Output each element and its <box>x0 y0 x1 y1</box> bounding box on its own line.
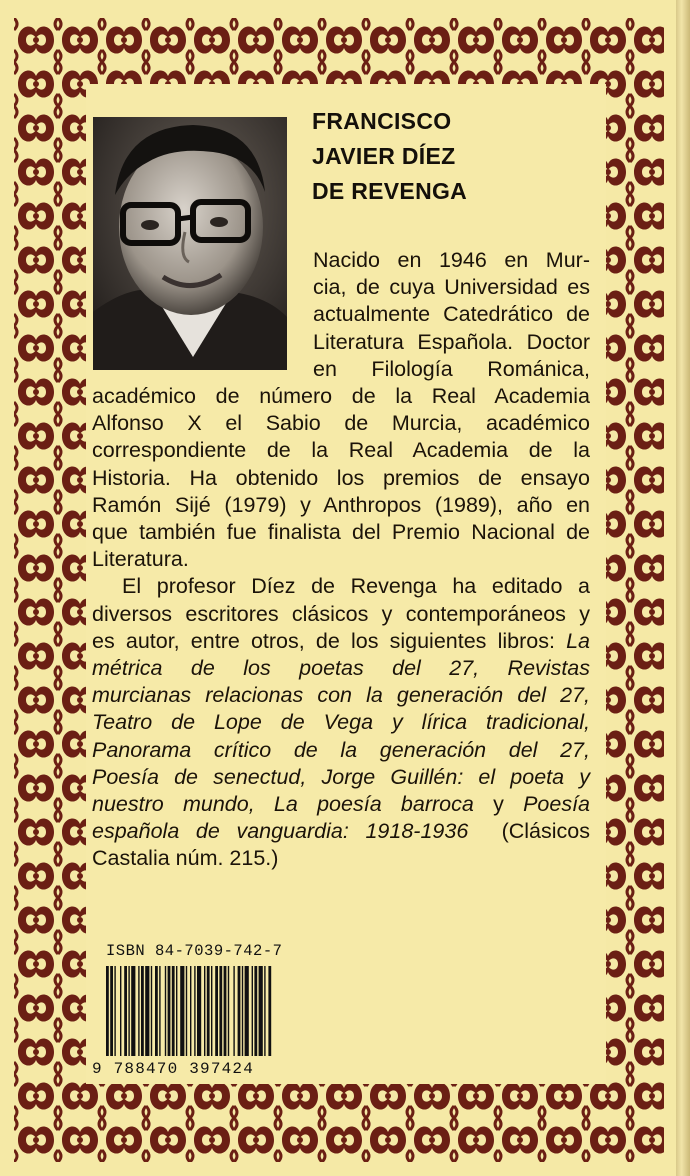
barcode-bar <box>168 966 171 1056</box>
barcode-bar <box>176 966 177 1056</box>
barcode-bar <box>224 966 227 1056</box>
works-line: murcianas relacionas con la generación del 27, <box>92 683 590 708</box>
barcode-bar <box>110 966 113 1056</box>
bio-line: Ramón Sijé (1979) y Anthropos (1989), año en <box>92 492 590 517</box>
barcode-bar <box>252 966 253 1056</box>
barcode-bar <box>172 966 175 1056</box>
author-name-line: DE REVENGA <box>312 178 468 204</box>
bio-line: que también fue finalista del Premio Nacional de <box>92 520 590 545</box>
bio-line: Nacido en 1946 en Mur- <box>313 248 590 272</box>
barcode-bar <box>204 966 205 1056</box>
book-title: española de vanguardia: 1918-1936 <box>92 819 469 844</box>
works-text: (Clásicos <box>468 819 590 844</box>
book-title: nuestro mundo, La poesía barroca <box>92 792 474 817</box>
isbn-label: ISBN 84-7039-742-7 <box>106 942 283 960</box>
works-line: diversos escritores clásicos y contemporáneos y <box>92 601 590 626</box>
barcode-bar <box>245 966 249 1056</box>
works-text: y <box>473 792 524 817</box>
barcode-bar <box>138 966 139 1056</box>
bio-line: correspondiente de la Real Academia de la <box>92 438 590 463</box>
barcode-bar <box>128 966 129 1056</box>
barcode-bar <box>186 966 187 1056</box>
works-line: El profesor Díez de Revenga ha editado a <box>122 574 590 599</box>
works-line: Panorama crítico de la generación del 27, <box>92 737 590 762</box>
barcode-bar <box>124 966 127 1056</box>
barcode-bar <box>190 966 191 1056</box>
barcode-bar <box>254 966 257 1056</box>
works-line <box>92 791 590 818</box>
bio-line: Alfonso X el Sabio de Murcia, académico <box>92 411 590 436</box>
barcode-bar <box>211 966 212 1056</box>
barcode-bar <box>233 966 234 1056</box>
barcode-bar <box>151 966 152 1056</box>
barcode-bar <box>242 966 243 1056</box>
barcode-bar <box>268 966 271 1056</box>
bio-line: académico de número de la Real Academia <box>92 384 590 408</box>
barcode-bar <box>264 966 265 1056</box>
bio-line: actualmente Catedrático de <box>313 302 590 327</box>
bio-right-column <box>313 247 590 383</box>
barcode-bar <box>131 966 135 1056</box>
barcode-bar <box>106 966 109 1056</box>
barcode-bar <box>155 966 158 1056</box>
bio-line: Historia. Ha obtenido los premios de ensayo <box>92 465 590 490</box>
author-name-line: FRANCISCO <box>312 108 452 134</box>
barcode-bar <box>215 966 218 1056</box>
works-line: métrica de los poetas del 27, Revistas <box>92 656 590 681</box>
barcode-bar <box>165 966 166 1056</box>
barcode-bar <box>145 966 149 1056</box>
barcode-bar <box>120 966 121 1056</box>
works-line: Teatro de Lope de Vega y lírica tradicional, <box>92 710 590 735</box>
barcode-number: 9 788470 397424 <box>92 1060 255 1078</box>
barcode-bar <box>159 966 160 1056</box>
barcode-bar <box>194 966 195 1056</box>
bio-main-text <box>92 383 590 873</box>
barcode-bar <box>141 966 144 1056</box>
bio-line: en Filología Románica, <box>313 356 590 381</box>
works-text: es autor, entre otros, de los siguientes libros: <box>92 628 567 653</box>
author-name-line: JAVIER DÍEZ <box>312 143 456 169</box>
barcode-bar <box>219 966 222 1056</box>
book-title: La <box>566 628 590 653</box>
bio-line: cia, de cuya Universidad es <box>313 275 590 300</box>
barcode-bar <box>238 966 241 1056</box>
author-photo <box>93 117 287 370</box>
works-line: Castalia núm. 215.) <box>92 846 279 871</box>
barcode-bar <box>180 966 184 1056</box>
barcode-bar <box>114 966 115 1056</box>
bio-line: Literatura Española. Doctor <box>313 329 590 354</box>
barcode <box>106 966 272 1056</box>
author-name <box>312 104 612 209</box>
barcode-bar <box>197 966 201 1056</box>
book-title: Poesía <box>523 792 591 817</box>
works-line: Poesía de senectud, Jorge Guillén: el poeta y <box>92 764 590 789</box>
works-line <box>92 628 590 655</box>
barcode-bar <box>207 966 210 1056</box>
barcode-bar <box>259 966 263 1056</box>
works-line <box>92 818 590 845</box>
barcode-bar <box>228 966 229 1056</box>
spine-edge <box>676 0 690 1176</box>
bio-line: Literatura. <box>92 547 189 572</box>
